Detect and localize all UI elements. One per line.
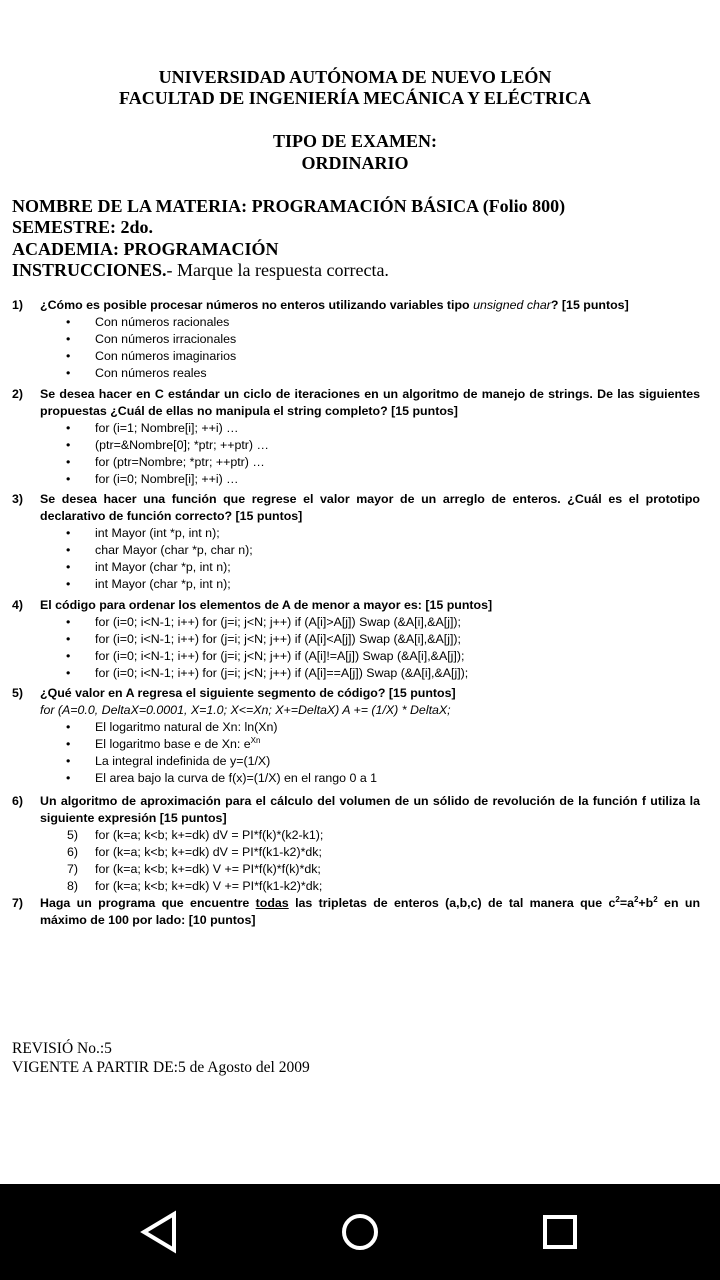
exam-type-label: TIPO DE EXAMEN: [272,131,437,151]
bullet-icon: • [66,632,71,646]
option-number: 8) [67,879,79,893]
option-text: for (k=a; k<b; k+=dk) V += PI*f(k)*f(k)*dk; [95,862,321,876]
question-7 [12,895,700,929]
option-text: for (k=a; k<b; k+=dk) V += PI*f(k1-k2)*dk; [95,879,323,893]
bullet-icon: • [66,366,71,380]
option-text: Con números reales [95,366,207,380]
question-number: 4) [12,598,24,612]
answer-option[interactable] [12,542,700,559]
option-text: int Mayor (char *p, int n); [95,560,231,574]
bullet-icon: • [66,649,71,663]
answer-option[interactable] [12,559,700,576]
option-text: for (i=0; i<N-1; i++) for (j=i; j<N; j++) if (A[i]!=A[j]) Swap (&A[i],&A[j]); [95,649,465,663]
university-title: UNIVERSIDAD AUTÓNOMA DE NUEVO LEÓN [158,67,552,87]
question-number: 6) [12,794,24,808]
revision-text: REVISIÓ No.:5 [12,1040,112,1057]
answer-option[interactable] [12,861,700,878]
option-text: for (ptr=Nombre; *ptr; ++ptr) … [95,455,265,469]
option-text: char Mayor (char *p, char n); [95,543,253,557]
question-number: 7) [12,896,24,910]
question-4 [12,597,700,682]
answer-option[interactable] [12,614,700,631]
home-button[interactable] [338,1210,382,1254]
answer-option[interactable] [12,348,700,365]
bullet-icon: • [66,720,71,734]
option-text: for (i=1; Nombre[i]; ++i) … [95,421,239,435]
option-text: for (i=0; i<N-1; i++) for (j=i; j<N; j++) if (A[i]>A[j]) Swap (&A[i],&A[j]); [95,615,461,629]
bullet-icon: • [66,560,71,574]
subject-line: NOMBRE DE LA MATERIA: PROGRAMACIÓN BÁSICA (Folio 800) [12,196,566,216]
answer-option[interactable] [12,827,700,844]
bullet-icon: • [66,771,71,785]
answer-option[interactable]: • El logaritmo base e de Xn: $e^{Xn}$ [66,735,261,751]
bullet-icon: • [66,455,71,469]
instructions-line [12,260,389,281]
answer-option[interactable] [12,420,700,437]
option-number: 7) [67,862,79,876]
navigation-bar [0,1184,720,1280]
answer-option[interactable] [12,753,700,770]
question-5 [12,685,700,787]
question-1 [12,297,700,382]
bullet-icon: • [66,615,71,629]
back-triangle-icon [138,1210,182,1254]
answer-option[interactable] [12,665,700,682]
question-number: 2) [12,387,24,401]
question-number: 5) [12,686,24,700]
answer-option[interactable] [12,631,700,648]
bullet-icon: • [66,543,71,557]
option-text: Con números racionales [95,315,230,329]
question-number: 1) [12,298,24,312]
option-text: Con números imaginarios [95,349,237,363]
code-snippet: for (A=0.0, DeltaX=0.0001, X=1.0; X<=Xn; X+=DeltaX) A += (1/X) * DeltaX; [40,703,451,717]
bullet-icon: • [66,315,71,329]
bullet-icon: • [66,472,71,486]
bullet-icon: • [66,666,71,680]
answer-option[interactable] [12,471,700,488]
semester-line: SEMESTRE: 2do. [12,217,154,237]
question-3 [12,491,700,593]
answer-option[interactable] [12,844,700,861]
option-text: int Mayor (char *p, int n); [95,577,231,591]
back-button[interactable] [138,1210,182,1254]
instructions-text: - Marque la respuesta correcta. [166,260,389,280]
option-text: for (i=0; Nombre[i]; ++i) … [95,472,239,486]
bullet-icon: • [66,526,71,540]
option-text: El logaritmo base e de Xn: e [95,737,251,751]
bullet-icon: • [66,754,71,768]
option-text: for (k=a; k<b; k+=dk) dV = PI*f(k1-k2)*dk; [95,845,322,859]
answer-option[interactable] [12,719,700,736]
bullet-icon: • [66,332,71,346]
bullet-icon: • [66,349,71,363]
option-number: 6) [67,845,79,859]
option-text: int Mayor (int *p, int n); [95,526,220,540]
bullet-icon: • [66,577,71,591]
home-circle-icon [338,1210,382,1254]
option-text: El logaritmo natural de Xn: ln(Xn) [95,720,278,734]
recents-button[interactable] [538,1210,582,1254]
recents-square-icon [538,1210,582,1254]
option-text: (ptr=&Nombre[0]; *ptr; ++ptr) … [95,438,269,452]
option-text: for (i=0; i<N-1; i++) for (j=i; j<N; j++) if (A[i]==A[j]) Swap (&A[i],&A[j]); [95,666,469,680]
answer-option[interactable] [12,365,700,382]
bullet-icon: • [66,737,71,751]
option-text: El area bajo la curva de f(x)=(1/X) en el rango 0 a 1 [95,771,378,785]
question-6 [12,793,700,895]
answer-option[interactable] [12,314,700,331]
question-text: Se desea hacer en C estándar un ciclo de iteraciones en un algoritmo de manejo de strings. De las siguientes propuestas ¿Cuál de ellas no manipula el string completo? [15 puntos] [40,387,700,418]
question-text: El código para ordenar los elementos de A de menor a mayor es: [15 puntos] [40,598,493,612]
option-number: 5) [67,828,79,842]
question-text: ¿Cómo es posible procesar números no enteros utilizando variables tipo unsigned char? [15 puntos] [40,298,629,312]
answer-option[interactable] [12,437,700,454]
option-text: Con números irracionales [95,332,237,346]
academy-line: ACADEMIA: PROGRAMACIÓN [12,239,279,259]
question-number: 3) [12,492,24,506]
answer-option[interactable] [12,648,700,665]
answer-option[interactable] [12,331,700,348]
question-text: Un algoritmo de aproximación para el cálculo del volumen de un sólido de revolución de la función f utiliza la siguiente expresión [15 puntos] [40,794,700,825]
exam-type-value: ORDINARIO [301,153,409,173]
answer-option[interactable] [12,576,700,593]
answer-option[interactable] [12,878,700,895]
question-text: Haga un programa que encuentre todas las tripletas de enteros (a,b,c) de tal manera que $c^2=a^2+b^2$ en un máximo de 100 por lado: [10 puntos] [40,894,701,927]
question-2 [12,386,700,488]
bullet-icon: • [66,438,71,452]
answer-option[interactable] [12,454,700,471]
question-text: ¿Qué valor en A regresa el siguiente segmento de código? [15 puntos] [40,686,456,700]
answer-option[interactable] [12,770,700,787]
question-text: Se desea hacer una función que regrese el valor mayor de un arreglo de enteros. ¿Cuál es el prototipo declarativo de función correcto? [15 puntos] [40,492,700,523]
option-text: La integral indefinida de y=(1/X) [95,754,271,768]
option-text: for (k=a; k<b; k+=dk) dV = PI*f(k)*(k2-k1); [95,828,324,842]
faculty-title: FACULTAD DE INGENIERÍA MECÁNICA Y ELÉCTRICA [119,88,591,108]
instructions-label: INSTRUCCIONES. [12,260,167,280]
option-text: for (i=0; i<N-1; i++) for (j=i; j<N; j++) if (A[i]<A[j]) Swap (&A[i],&A[j]); [95,632,461,646]
bullet-icon: • [66,421,71,435]
valid-from-text: VIGENTE A PARTIR DE:5 de Agosto del 2009 [12,1059,310,1076]
answer-option[interactable] [12,525,700,542]
